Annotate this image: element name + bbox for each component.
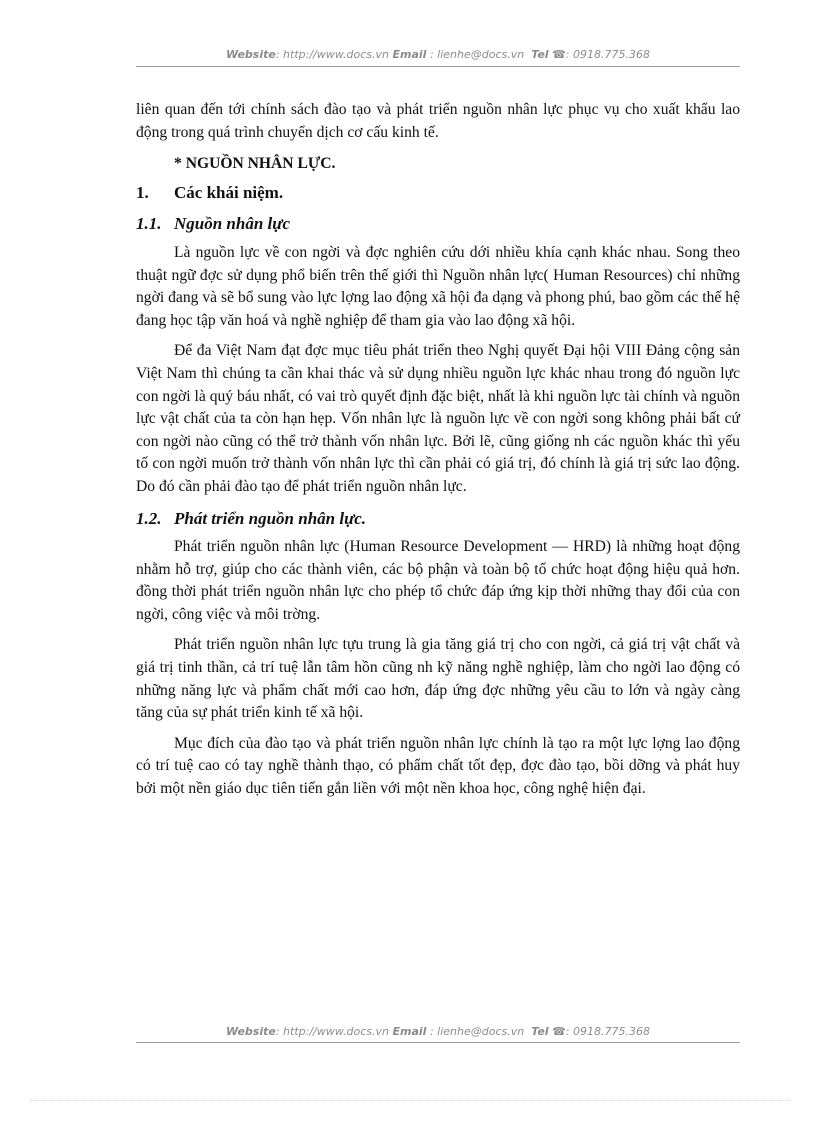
header-website-label: Website: [226, 48, 276, 61]
footer-email-value[interactable]: : lienhe@docs.vn: [429, 1025, 525, 1038]
intro-paragraph: liên quan đến tới chính sách đào tạo và phát triển nguồn nhân lực phục vụ cho xuất khẩu lao động trong quá trình chuyển dịch cơ cấu kinh tế.: [136, 101, 740, 141]
paragraph-1: Là nguồn lực về con ngời và đợc nghiên cứu dới nhiều khía cạnh khác nhau. Song theo thuật ngữ đợc sử dụng phổ biến trên thế giới thì Nguồn nhân lực( Human Resources) chỉ những ngời đang và sẽ bổ sung vào lực lợng lao động xã hội đa dạng và phong phú, bao gồm các thế hệ đang học tập văn hoá và nghề nghiệp để tham gia vào lao động xã hội.: [136, 243, 740, 329]
paragraph-2: Để đa Việt Nam đạt đợc mục tiêu phát triển theo Nghị quyết Đại hội VIII Đảng cộng sản Việt Nam thì chúng ta cần khai thác và sử dụng nhiều nguồn lực khác nhau trong đó nguồn lực con ngời là quý báu nhất, có vai trò quyết định đặc biệt, nhất là khi nguồn lực tài chính và nguồn lực vật chất của ta còn hạn hẹp. Vốn nhân lực là nguồn lực về con ngời song không phải bất cứ con ngời nào cũng có thể trở thành vốn nhân lực. Bởi lẽ, cũng giống nh các nguồn khác thì yếu tố con ngời muốn trở thành vốn nhân lực thì cần phải có giá trị, đó chính là giá trị sức lao động. Do đó cần phải đào tạo để phát triển nguồn nhân lực.: [136, 342, 740, 495]
header-tel-label: Tel: [531, 48, 549, 61]
paragraph-3: Phát triển nguồn nhân lực (Human Resource Development — HRD) là những hoạt động nhằm hỗ trợ, giúp cho các thành viên, các bộ phận và toàn bộ tổ chức hoạt động hiệu quả hơn. đồng thời phát triển nguồn nhân lực cho phép tổ chức đáp ứng kịp thời những thay đổi của con ngời, công việc và môi trờng.: [136, 538, 740, 623]
heading-1-2-text: Phát triển nguồn nhân lực.: [174, 508, 367, 528]
heading-1-2: [136, 508, 740, 531]
footer-email-label: Email: [392, 1025, 427, 1038]
page-header: [136, 48, 740, 61]
paragraph-4: Phát triển nguồn nhân lực tựu trung là gia tăng giá trị cho con ngời, cả giá trị vật chất và giá trị tinh thần, cả trí tuệ lẫn tâm hồn cũng nh kỹ năng nghề nghiệp, làm cho ngời lao động có những năng lực và phẩm chất mới cao hơn, đáp ứng đợc những yêu cầu to lớn và ngày càng tăng của sự phát triển kinh tế xã hội.: [136, 636, 740, 722]
heading-1-number: 1.: [136, 182, 149, 202]
header-email-value[interactable]: : lienhe@docs.vn: [429, 48, 525, 61]
heading-1-1-number: 1.1.: [136, 214, 162, 234]
footer-website-label: Website: [226, 1025, 276, 1038]
paragraph-5: Mục đích của đào tạo và phát triển nguồn nhân lực chính là tạo ra một lực lợng lao động có trí tuệ cao có tay nghề thành thạo, có phẩm chất tốt đẹp, đợc đào tạo, bồi dỡng và phát huy bởi một nền giáo dục tiên tiến gắn liền với một nền khoa học, công nghệ hiện đại.: [136, 734, 740, 798]
heading-1-1: [136, 213, 740, 236]
phone-icon: ☎: [552, 1025, 566, 1038]
phone-icon: ☎: [552, 48, 566, 61]
section-title: * NGUỒN NHÂN LỰC.: [174, 155, 336, 173]
footer-website-url[interactable]: : http://www.docs.vn: [275, 1025, 390, 1038]
document-body: [136, 99, 740, 801]
page-footer: [136, 1025, 740, 1038]
header-website-url[interactable]: : http://www.docs.vn: [275, 48, 390, 61]
heading-1: [136, 182, 740, 205]
footer-divider: [136, 1042, 740, 1043]
heading-1-2-number: 1.2.: [136, 508, 162, 528]
heading-1-text: Các khái niệm.: [174, 182, 284, 202]
footer-tel-value: : 0918.775.368: [565, 1025, 650, 1038]
heading-1-1-text: Nguồn nhân lực: [174, 214, 291, 234]
header-divider: [136, 66, 740, 67]
header-tel-value: : 0918.775.368: [565, 48, 650, 61]
page-edge-divider: [30, 1100, 790, 1101]
header-email-label: Email: [392, 48, 427, 61]
footer-tel-label: Tel: [531, 1025, 549, 1038]
